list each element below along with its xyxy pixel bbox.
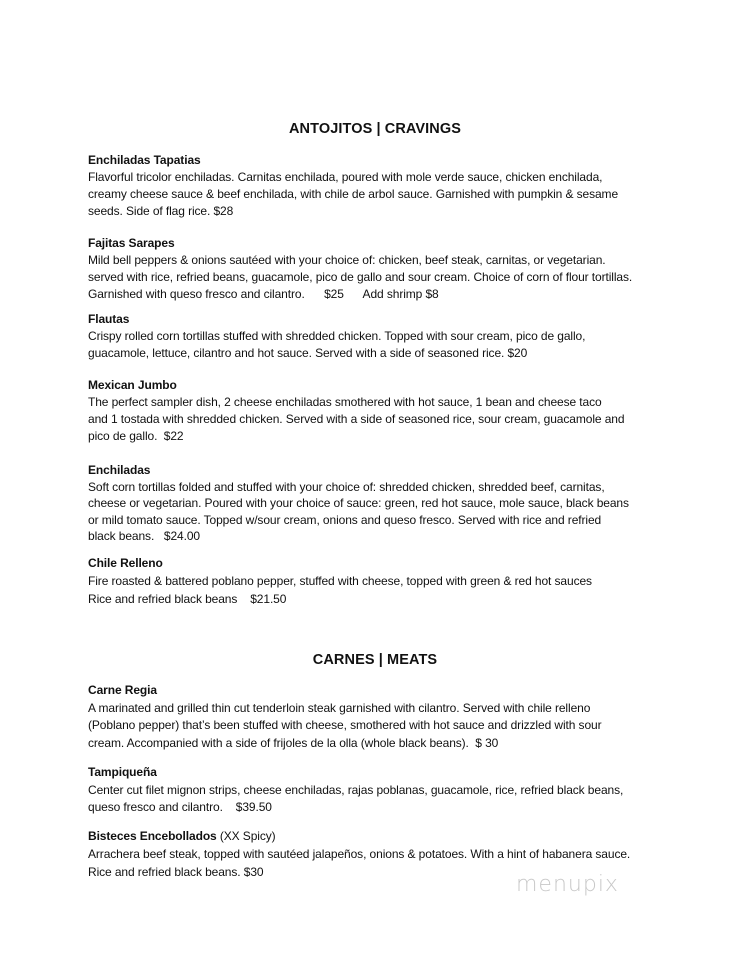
item-desc-line: Crispy rolled corn tortillas stuffed with shredded chicken. Topped with sour cream, pico de gallo, [88, 329, 586, 343]
item-desc-line: black beans. $24.00 [88, 529, 200, 544]
item-name: Flautas [88, 312, 130, 326]
menu-item [88, 764, 623, 817]
menupix-watermark: menupix [516, 872, 619, 897]
item-desc-line: Rice and refried black beans. $30 [88, 865, 264, 879]
item-desc-line: seeds. Side of flag rice. $28 [88, 204, 234, 218]
item-desc-line: served with rice, refried beans, guacamole, pico de gallo and sour cream. Choice of corn of flour tortillas. [88, 270, 633, 284]
item-spice-note: (XX Spicy) [216, 829, 276, 843]
section-title-cravings: ANTOJITOS | CRAVINGS [288, 121, 462, 137]
item-name: Carne Regia [88, 683, 157, 697]
item-desc-line: or mild tomato sauce. Topped w/sour cream, onions and queso fresco. Served with rice and refried [88, 512, 602, 527]
item-desc-line: Rice and refried black beans $21.50 [88, 592, 287, 606]
item-name: Bisteces Encebollados [88, 829, 217, 843]
menu-item [88, 554, 592, 608]
item-desc-line: The perfect sampler dish, 2 cheese enchiladas smothered with hot sauce, 1 bean and cheese taco [88, 395, 602, 409]
item-desc-line: and 1 tostada with shredded chicken. Served with a side of seasoned rice, sour cream, guacamole and [88, 412, 625, 426]
item-desc-line: Garnished with queso fresco and cilantro. $25 Add shrimp $8 [88, 287, 439, 301]
item-name: Tampiqueña [88, 765, 157, 779]
item-name: Mexican Jumbo [88, 378, 177, 392]
menu-item [88, 152, 618, 220]
menu-item [88, 462, 629, 545]
item-desc-line: cream. Accompanied with a side of frijoles de la olla (whole black beans). $ 30 [88, 736, 499, 751]
item-desc-line: Center cut filet mignon strips, cheese enchiladas, rajas poblanas, guacamole, rice, refried black beans, [88, 782, 624, 797]
item-desc-line: queso fresco and cilantro. $39.50 [88, 800, 272, 814]
item-desc-line: pico de gallo. $22 [88, 429, 184, 443]
item-desc-line: creamy cheese sauce & beef enchilada, with chile de arbol sauce. Garnished with pumpkin & sesame [88, 187, 619, 201]
item-desc-line: A marinated and grilled thin cut tenderloin steak garnished with cilantro. Served with chile relleno [88, 700, 591, 715]
item-desc-line: Arrachera beef steak, topped with sautéed jalapeños, onions & potatoes. With a hint of habanera sauce. [88, 847, 631, 861]
item-desc-line: Soft corn tortillas folded and stuffed with your choice of: shredded chicken, shredded beef, carnitas, [88, 479, 605, 494]
menu-item [88, 235, 632, 303]
item-desc-line: (Poblano pepper) that’s been stuffed with cheese, smothered with hot sauce and drizzled with sour [88, 718, 602, 733]
item-desc-line: cheese or vegetarian. Poured with your choice of sauce: green, red hot sauce, mole sauce, black beans [88, 496, 629, 511]
menu-item [88, 311, 585, 362]
item-name: Chile Relleno [88, 556, 163, 570]
item-desc-line: Flavorful tricolor enchiladas. Carnitas enchilada, poured with mole verde sauce, chicken enchilada, [88, 170, 603, 184]
item-desc-line: Mild bell peppers & onions sautéed with your choice of: chicken, beef steak, carnitas, or vegetarian. [88, 253, 606, 267]
item-desc-line: Fire roasted & battered poblano pepper, stuffed with cheese, topped with green & red hot sauces [88, 574, 592, 588]
menu-item [88, 682, 602, 753]
item-name: Enchiladas [88, 463, 151, 477]
item-desc-line: guacamole, lettuce, cilantro and hot sauce. Served with a side of seasoned rice. $20 [88, 346, 528, 360]
section-title-meats: CARNES | MEATS [312, 652, 438, 668]
menu-item [88, 377, 624, 445]
item-name: Fajitas Sarapes [88, 236, 175, 250]
item-name: Enchiladas Tapatias [88, 153, 201, 167]
